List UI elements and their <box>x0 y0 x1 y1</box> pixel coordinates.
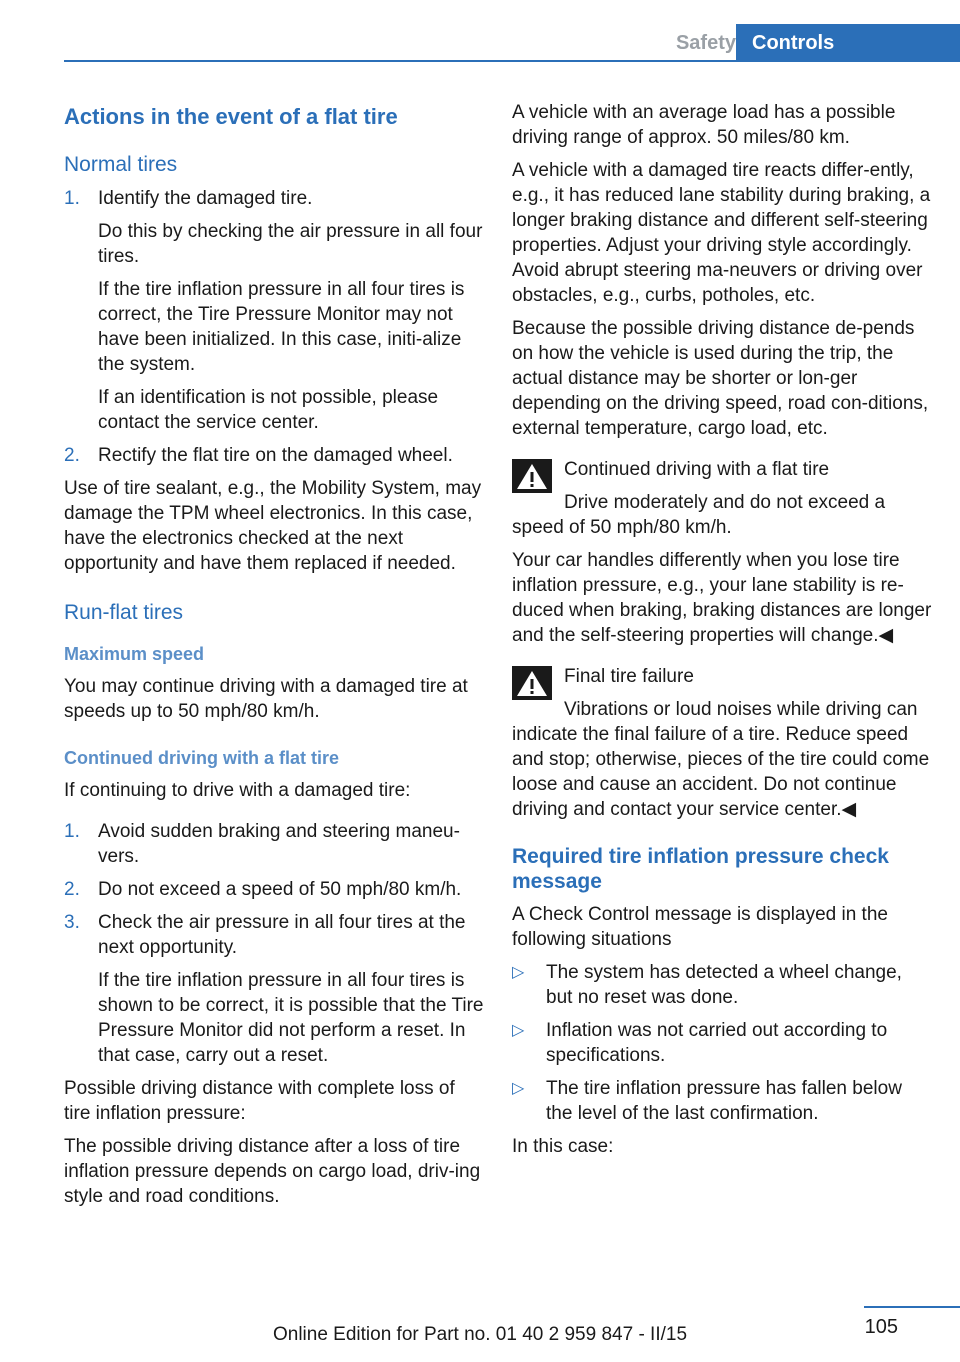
step-text: Check the air pressure in all four tires at the next opportunity. <box>98 912 466 958</box>
warning-text: Vibrations or loud noises while driving can indicate the final failure of a tire. Reduce speed and stop; otherwise, pieces of the tire could come loose and cause an accident. Do not continue driving and contact your service center.◀ <box>512 699 930 820</box>
paragraph: Use of tire sealant, e.g., the Mobility System, may damage the TPM wheel electronics. In this case, have the electronics checked at the next opportunity and have them replaced if needed. <box>64 478 482 574</box>
list-item <box>64 443 484 468</box>
paragraph: A vehicle with an average load has a possible driving range of approx. 50 miles/80 km. <box>512 102 896 148</box>
list-number: 3. <box>64 912 80 933</box>
continued-heading: Continued driving with a flat tire <box>64 748 340 768</box>
bullet-text: The system has detected a wheel change, but no reset was done. <box>546 962 902 1008</box>
runflat-heading: Run-flat tires <box>64 601 184 624</box>
list-number: 2. <box>64 445 80 466</box>
tab-safety[interactable]: Safety <box>675 32 736 54</box>
list-number: 1. <box>64 821 80 842</box>
list-item <box>64 910 484 1068</box>
normal-tires-heading: Normal tires <box>64 153 178 176</box>
bullet-text: Inflation was not carried out according to specifications. <box>546 1020 888 1066</box>
paragraph: Your car handles differently when you lose tire inflation pressure, e.g., your lane stability is re-duced when braking, braking distances are longer and the self-steering properties will change.◀ <box>512 550 932 646</box>
bullet-icon: ▷ <box>512 1022 525 1039</box>
paragraph: Possible driving distance with complete loss of tire inflation pressure: <box>64 1078 455 1124</box>
right-column <box>512 100 932 1167</box>
list-item <box>512 1018 932 1068</box>
pressure-check-heading: Required tire inflation pressure check message <box>512 845 889 893</box>
page-number: 105 <box>864 1316 898 1338</box>
list-number: 1. <box>64 188 80 209</box>
step-text: Rectify the flat tire on the damaged wheel. <box>98 445 453 466</box>
step-text: Identify the damaged tire. <box>98 188 313 209</box>
warning-title: Continued driving with a flat tire <box>564 459 830 480</box>
list-item <box>64 877 484 902</box>
section-title: Actions in the event of a flat tire <box>64 104 398 129</box>
max-speed-heading: Maximum speed <box>64 644 205 664</box>
paragraph: A vehicle with a damaged tire reacts differ-ently, e.g., it has reduced lane stability during braking, a longer braking distance and different self-steering properties. Adjust your driving style accordingly. Avoid abrupt steering ma-neuvers or driving over obstacles, e.g., curbs, potholes, etc. <box>512 160 931 306</box>
list-item <box>512 1076 932 1126</box>
warning-icon <box>512 666 552 700</box>
bullet-icon: ▷ <box>512 1080 525 1097</box>
warning-title: Final tire failure <box>564 666 694 687</box>
list-item <box>512 960 932 1010</box>
paragraph: Because the possible driving distance de-pends on how the vehicle is used during the trip, the actual distance may be shorter or lon-ger depending on the driving speed, road con-ditions, external temperature, cargo load, etc. <box>512 318 929 439</box>
list-number: 2. <box>64 879 80 900</box>
bullet-text: The tire inflation pressure has fallen below the level of the last confirmation. <box>546 1078 902 1124</box>
paragraph: A Check Control message is displayed in the following situations <box>512 904 888 950</box>
footer-rule <box>864 1306 960 1308</box>
warning-icon <box>512 459 552 493</box>
page-header <box>64 0 960 62</box>
tab-controls[interactable]: Controls <box>736 24 960 62</box>
edition-note: Online Edition for Part no. 01 40 2 959 847 - II/15 <box>272 1324 688 1345</box>
paragraph: If continuing to drive with a damaged tire: <box>64 780 411 801</box>
paragraph: The possible driving distance after a loss of tire inflation pressure depends on cargo load, driv-ing style and road conditions. <box>64 1136 481 1207</box>
step-text: If the tire inflation pressure in all four tires is shown to be correct, it is possible that the Tire Pressure Monitor did not perform a reset. In that case, carry out a reset. <box>98 970 484 1066</box>
step-text: If an identification is not possible, please contact the service center. <box>98 387 439 433</box>
left-column <box>64 100 484 1217</box>
header-rule <box>64 60 960 62</box>
warning-box <box>512 664 932 822</box>
step-text: Avoid sudden braking and steering maneu-vers. <box>98 821 460 867</box>
list-item <box>64 819 484 869</box>
step-text: Do this by checking the air pressure in all four tires. <box>98 221 483 267</box>
warning-box <box>512 457 932 540</box>
step-text: If the tire inflation pressure in all four tires is correct, the Tire Pressure Monitor may not have been initialized. In this case, initi-alize the system. <box>98 279 465 375</box>
step-text: Do not exceed a speed of 50 mph/80 km/h. <box>98 879 462 900</box>
warning-text: Drive moderately and do not exceed a speed of 50 mph/80 km/h. <box>512 492 886 538</box>
paragraph: In this case: <box>512 1136 614 1157</box>
bullet-icon: ▷ <box>512 964 525 981</box>
list-item <box>64 186 484 435</box>
paragraph: You may continue driving with a damaged tire at speeds up to 50 mph/80 km/h. <box>64 676 468 722</box>
